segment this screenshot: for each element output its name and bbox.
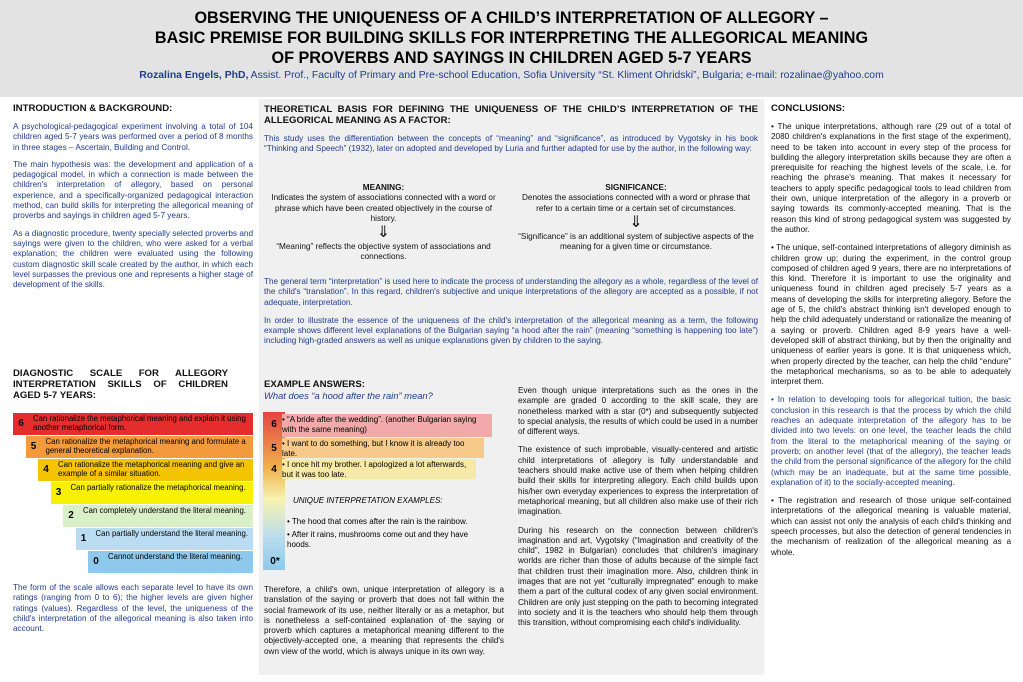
- conclusion-bullet-4: • The registration and research of those unique self-contained interpretations of the allegorical meaning is valuable material, which can assist not only the analysis of each child's thinking and speech processes, but also the detection of general tendencies in the mechanism of realization of the allegorical meaning as a whole.: [771, 496, 1011, 557]
- title-line-1: OBSERVING THE UNIQUENESS OF A CHILD’S INTERPRETATION OF ALLEGORY –: [194, 9, 829, 27]
- scale-level-3: [51, 482, 254, 504]
- scale-level-number: 6: [18, 418, 24, 429]
- scale-level-number: 1: [80, 533, 87, 544]
- theory-heading: THEORETICAL BASIS FOR DEFINING THE UNIQUENESS OF THE CHILD’S INTERPRETATION OF THE ALLEGORICAL MEANING AS A FACTOR:: [264, 104, 758, 126]
- scale-level-text: Can rationalize the metaphorical meaning and give an example of a similar situation.: [58, 460, 245, 478]
- significance-note: “Significance” is an additional system of subjective aspects of the meaning for a given time or circumstance.: [518, 231, 754, 252]
- scale-level-text: Can partially rationalize the metaphorical meaning.: [70, 483, 246, 492]
- meaning-note: “Meaning” reflects the objective system of associations and connections.: [276, 242, 491, 262]
- poster-title: [0, 0, 1023, 68]
- intro-column: [13, 103, 253, 297]
- intro-paragraph-3: As a diagnostic procedure, twenty specially selected proverbs and sayings were given to the children, who were asked for a verbal explanation; the children were evaluated using the following custom diagnostic skill scale created by the author, in which each level surpasses the previous one and represents a higher stage of development of the skills.: [13, 228, 253, 290]
- meaning-title: MEANING:: [362, 183, 405, 192]
- meaning-box: [266, 183, 501, 263]
- significance-arrow-icon: ⇓: [629, 213, 643, 231]
- unique-example-1: • The hood that comes after the rain is the rainbow.: [287, 517, 468, 526]
- theory-paragraph-1: This study uses the differentiation between the concepts of “meaning” and “significance”, as introduced by Vygotsky in his book “Thinking and Speech” (1932), later on adopted and developed by Luria and further adapted for use by the author, in the following way:: [264, 134, 758, 154]
- author-line: [0, 70, 1023, 81]
- unique-example-2: • After it rains, mushrooms come out and they have hoods.: [287, 530, 469, 549]
- unique-level-number: 0*: [270, 556, 280, 567]
- example-level-text: • “A bride after the wedding”. (another Bulgarian saying with the same meaning): [282, 415, 477, 434]
- examples-heading-block: [264, 380, 504, 402]
- conclusion-bullet-3: • In relation to developing tools for allegorical tuition, the basic conclusion in this research is that the process by which the child reaches an adequate interpretation of the allegory has to be divided into two levels: on one level, the teacher leads the child from the literal to the metaphorical meaning of the saying or proverb; on another level (that of the allegory), the teacher leads the child from the personal significance of the allegory for the child (which may be an inadequate, but at the same time possible, explanation of it) to the socially-accepted meaning.: [771, 395, 1011, 487]
- unique-examples-heading: UNIQUE INTERPRETATION EXAMPLES:: [293, 496, 443, 505]
- meaning-arrow-icon: ⇓: [376, 224, 391, 242]
- theory-paragraph-3: In order to illustrate the essence of the uniqueness of the child's interpretation of the allegorical meaning as a term, the following example shows different level explanations of the Bulgarian saying “a hood after the rain” (meaning “something is happening too late”) including high-graded answers as well as unique explanations given by children to the saying.: [264, 315, 758, 346]
- scale-level-number: 3: [55, 487, 62, 498]
- scale-level-text: Can rationalize the metaphorical meaning and explain it using another metaphorical form.: [33, 414, 246, 432]
- intro-paragraph-2: The main hypothesis was: the development and application of a pedagogical model, in which a connection is made between the children's interpretation of allegory, based on personal experience, and a specifically-organized pedagogical interaction method, can build skills for interpreting the allegorical meaning of proverbs and sayings in children aged 5-7 years.: [13, 159, 253, 221]
- example-level-number: 5: [271, 443, 277, 454]
- conclusion-bullet-2: • The unique, self-contained interpretations of allegory diminish as children grow up; during the experiment, in the control group composed of children aged 9 years, there are no interpretations of this kind. Therefore it is important to use the originality and uniqueness found in children aged precisely 5-7 years as a means of developing the skills for interpreting allegory. Before the age of 5, the child's abstract thinking isn't developed enough to help the child adequately understand or rationalize the meaning of a saying or proverb. Children aged 8-9 years have a well-developed skill of abstract thinking, but by then the originality and uniqueness of earlier years is gone. It is that uniqueness which, when properly directed by the teacher, can help the child “endure” the metaphorical mechanisms, so as to be able to adequately interpret them.: [771, 243, 1011, 387]
- significance-box: [516, 183, 756, 252]
- examples-heading: EXAMPLE ANSWERS:: [264, 379, 365, 390]
- scale-level-text: Can rationalize the metaphorical meaning and formulate a general theoretical explanation.: [45, 437, 246, 455]
- scale-level-2: [63, 505, 253, 527]
- scale-heading: DIAGNOSTIC SCALE FOR ALLEGORY INTERPRETATION SKILLS OF CHILDREN AGED 5-7 YEARS:: [13, 368, 228, 401]
- examples-right-paragraph-3: During his research on the connection between children's imagination and art, Vygotsky (“Imagination and creativity of the child”, 1982 in Bulgarian) concludes that children's imaginary worlds are richer than those of adults because of the simple fact that children trust their imagination more. Also, children think in images that are not yet “culturally impregnated” enough to make them a part of the cultural codex of any given social environment. Children are only just stepping on the path to becoming integrated into society and it is the teachers who should help them through this transition, without compromising each child's individuality.: [518, 525, 758, 628]
- scale-level-number: 2: [68, 510, 74, 521]
- conclusion-bullet-1: • The unique interpretations, although rare (29 out of a total of 2080 children's explanations in the first stage of the experiment), need to be taken into account in every step of the process for building the allegory interpretation skills because they are often a prerequisite for reaching the highest levels of the scale, i.e. for reaching the phrase's meaning. That makes it necessary for teachers to apply specific pedagogical tools to lead children from their own, unique interpretation of the allegory in a proverb or saying towards its commonly-accepted meaning. That is the reason this kind of strong pedagogical system was suggested by the author.: [771, 122, 1011, 234]
- intro-heading: INTRODUCTION & BACKGROUND:: [13, 103, 173, 114]
- significance-title: SIGNIFICANCE:: [605, 183, 667, 192]
- scale-level-5: [26, 436, 254, 458]
- title-line-3: OF PROVERBS AND SAYINGS IN CHILDREN AGED 5-7 YEARS: [271, 49, 752, 67]
- example-level-text: • I once hit my brother. I apologized a lot afterwards, but it was too late.: [282, 460, 467, 479]
- example-level-text: • I want to do something, but I know it is already too late.: [282, 439, 465, 458]
- scale-level-4: [38, 459, 253, 481]
- scale-level-number: 0: [93, 556, 99, 567]
- examples-right-paragraph-1: Even though unique interpretations such as the ones in the example are graded 0 according to the skill scale, they are nonetheless marked with a star (0*) and subsequently subjected to special analysis, the results of which could be used in a number of different ways.: [518, 386, 758, 437]
- scale-level-text: Can completely understand the literal meaning.: [83, 506, 246, 515]
- scale-level-text: Can partially understand the literal meaning.: [95, 529, 249, 538]
- theory-block-2: [264, 277, 758, 347]
- title-line-2: BASIC PREMISE FOR BUILDING SKILLS FOR INTERPRETING THE ALLEGORICAL MEANING: [154, 29, 869, 47]
- significance-definition: Denotes the associations connected with a word or phrase that refer to a certain time or a certain set of circumstances.: [521, 193, 751, 213]
- scale-level-text: Cannot understand the literal meaning.: [108, 552, 243, 561]
- scale-level-6: [13, 413, 253, 435]
- author-name: Rozalina Engels, PhD,: [139, 70, 249, 81]
- conclusions-heading: CONCLUSIONS:: [771, 103, 846, 114]
- examples-bottom-text: Therefore, a child's own, unique interpretation of allegory is a translation of the saying or proverb that does not fall within the social framework of its use, neither literally or as a metaphor, but is nonetheless a self-contained explanation of the saying or proverb which captures a metaphorical meaning different to the objectively-accepted one, a meaning that represents the child's own view of the world, which is always unique in its own way.: [264, 585, 504, 656]
- theory-paragraph-2: The general term “interpretation” is used here to indicate the process of understanding the allegory as a whole, regardless of the level of the child's “translation”. In this regard, children's subjective and unique interpretations of the allegory are accepted as a possible, if not adequate, interpretation.: [264, 277, 758, 307]
- examples-question: What does “a hood after the rain” mean?: [264, 390, 433, 402]
- scale-level-1: [76, 528, 254, 550]
- conclusions-column: [771, 103, 1011, 566]
- intro-paragraph-1: A psychological-pedagogical experiment involving a total of 104 children aged 5-7 years was performed over a period of 8 months in three stages – Ascertain, Building and Control.: [13, 122, 253, 152]
- scale-level-number: 4: [43, 464, 49, 475]
- poster-header: [0, 0, 1023, 97]
- example-level-number: 4: [271, 464, 277, 475]
- scale-heading-block: [13, 368, 253, 409]
- scale-note: The form of the scale allows each separate level to have its own ratings (ranging from 0 to 6); the higher levels are given higher ratings (values). Regardless of the level, the uniqueness of the child's interpretation of the allegorical meaning is also taken into account.: [13, 583, 253, 634]
- theory-block: [264, 104, 758, 155]
- example-level-number: 6: [271, 419, 277, 430]
- scale-level-number: 5: [30, 441, 37, 452]
- author-affiliation: Assist. Prof., Faculty of Primary and Pre-school Education, Sofia University “St. Kliment Ohridski”, Bulgaria; e-mail: rozalinae@yahoo.com: [248, 70, 884, 81]
- meaning-definition: Indicates the system of associations connected with a word or phrase which have been created objectively in the course of history.: [271, 193, 496, 223]
- examples-right-text: [518, 386, 758, 629]
- scale-level-0: [88, 551, 253, 573]
- examples-right-paragraph-2: The existence of such improbable, visually-centered and artistic child interpretations of allegory is fully understandable and teachers should make active use of them when helping children build their skills for interpreting allegory. Each child builds upon his/her own everyday experiences to express the interpretation of metaphorical meaning, but all children also make use of their rich imagination.: [518, 445, 758, 517]
